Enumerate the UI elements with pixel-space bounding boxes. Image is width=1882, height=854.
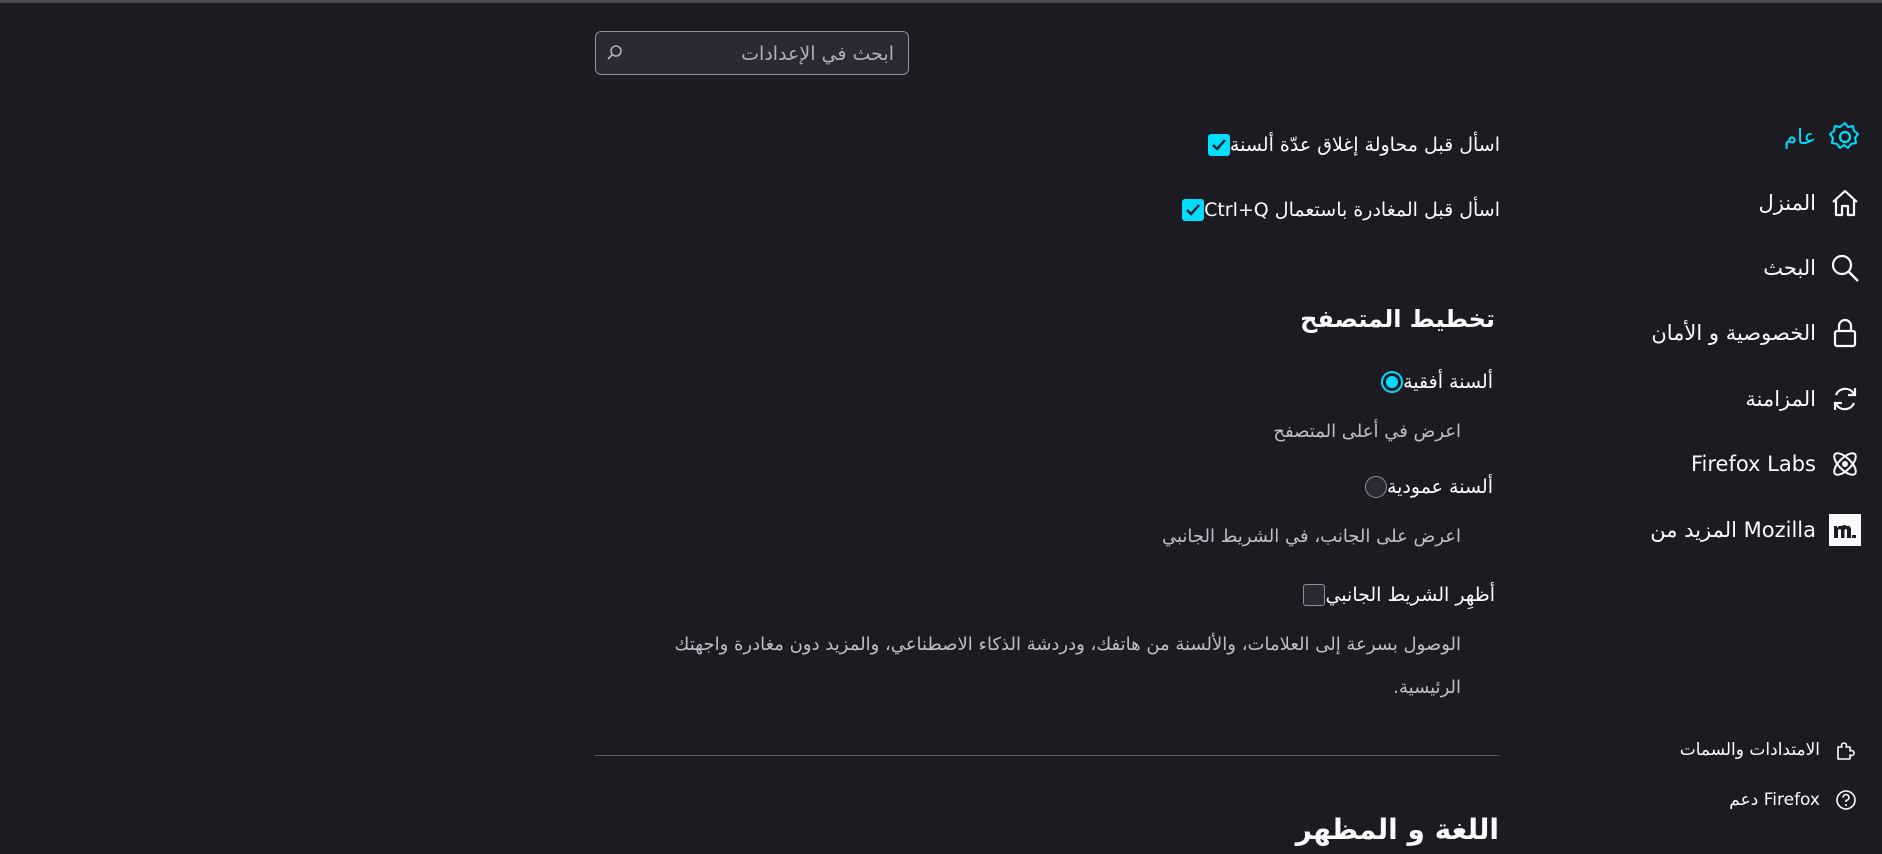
sidebar-item-label: عام bbox=[1784, 125, 1816, 149]
sidebar-item-label: المزامنة bbox=[1745, 387, 1816, 411]
search-icon bbox=[606, 44, 624, 62]
lock-icon bbox=[1828, 316, 1862, 350]
ask-quit-ctrlq-checkbox[interactable] bbox=[1182, 199, 1204, 221]
sidebar-item-label: البحث bbox=[1763, 256, 1816, 280]
atom-icon bbox=[1828, 447, 1862, 481]
language-appearance-heading: اللغة و المظهر bbox=[1295, 813, 1499, 846]
sidebar-firefox-support[interactable] bbox=[1618, 785, 1858, 815]
search-input[interactable] bbox=[632, 40, 896, 68]
horizontal-tabs-description: اعرض في أعلى المتصفح bbox=[1273, 421, 1461, 442]
vertical-tabs-radio[interactable] bbox=[1365, 476, 1387, 498]
ask-close-multiple-tabs-label: اسأل قبل محاولة إغلاق عدّة ألسنة bbox=[1229, 134, 1500, 156]
gear-icon bbox=[1828, 120, 1862, 154]
ask-close-multiple-tabs-row[interactable] bbox=[1198, 134, 1500, 156]
sidebar-item-general[interactable] bbox=[1622, 114, 1862, 160]
puzzle-icon bbox=[1834, 738, 1858, 762]
mozilla-m-icon bbox=[1828, 513, 1862, 547]
search-icon bbox=[1828, 251, 1862, 285]
sidebar-item-sync[interactable] bbox=[1622, 376, 1862, 422]
sidebar-item-privacy[interactable] bbox=[1622, 310, 1862, 356]
sidebar-extensions-themes[interactable] bbox=[1618, 735, 1858, 765]
horizontal-tabs-radio[interactable] bbox=[1381, 371, 1403, 393]
sidebar-item-label: الخصوصية و الأمان bbox=[1651, 321, 1816, 345]
sidebar-footer-label: دعم Firefox bbox=[1729, 790, 1820, 810]
home-icon bbox=[1828, 186, 1862, 220]
sidebar-item-label: المنزل bbox=[1758, 191, 1816, 215]
help-circle-icon bbox=[1834, 788, 1858, 812]
show-sidebar-label: أظهِر الشريط الجانبي bbox=[1325, 584, 1495, 606]
section-divider bbox=[595, 755, 1500, 756]
sidebar-item-label: Firefox Labs bbox=[1690, 452, 1816, 476]
vertical-tabs-row[interactable] bbox=[1355, 476, 1493, 498]
show-sidebar-description-line1: الوصول بسرعة إلى العلامات، والألسنة من هاتفك، ودردشة الذكاء الاصطناعي، والمزيد دون مغادرة واجهتك bbox=[674, 634, 1461, 655]
sidebar-item-firefox-labs[interactable] bbox=[1622, 441, 1862, 487]
sidebar-item-search[interactable] bbox=[1622, 245, 1862, 291]
show-sidebar-checkbox[interactable] bbox=[1303, 584, 1325, 606]
ask-close-multiple-tabs-checkbox[interactable] bbox=[1208, 134, 1230, 156]
sidebar-footer-label: الامتدادات والسمات bbox=[1679, 740, 1820, 760]
sidebar-item-label: المزيد من Mozilla bbox=[1650, 518, 1816, 542]
browser-layout-heading: تخطيط المتصفح bbox=[1300, 305, 1495, 333]
ask-quit-ctrlq-label: اسأل قبل المغادرة باستعمال Ctrl+Q bbox=[1204, 199, 1500, 221]
sync-icon bbox=[1828, 382, 1862, 416]
show-sidebar-description-line2: الرئيسية. bbox=[1393, 677, 1461, 698]
settings-search-field[interactable] bbox=[595, 31, 909, 75]
ask-quit-ctrlq-row[interactable] bbox=[1172, 199, 1500, 221]
sidebar-item-more-from-mozilla[interactable] bbox=[1622, 507, 1862, 553]
show-sidebar-row[interactable] bbox=[1293, 584, 1495, 606]
sidebar-item-home[interactable] bbox=[1622, 180, 1862, 226]
vertical-tabs-label: ألسنة عمودية bbox=[1386, 476, 1493, 498]
horizontal-tabs-label: ألسنة أفقية bbox=[1403, 371, 1493, 393]
vertical-tabs-description: اعرض على الجانب، في الشريط الجانبي bbox=[1161, 526, 1461, 547]
horizontal-tabs-row[interactable] bbox=[1371, 371, 1493, 393]
